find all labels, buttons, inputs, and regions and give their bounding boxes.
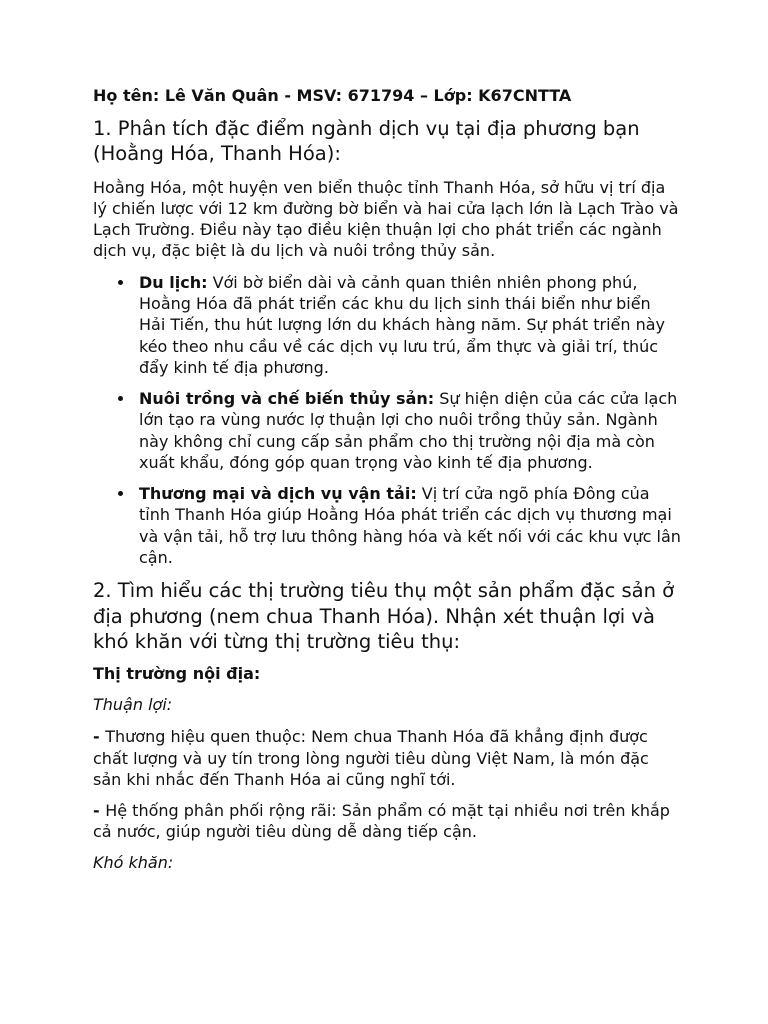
student-info: Họ tên: Lê Văn Quân - MSV: 671794 – Lớp: K67CNTTA — [93, 86, 572, 105]
list-item-trade-transport — [139, 483, 682, 568]
dash-marker: - — [93, 727, 106, 747]
advantage-text: Hệ thống phân phối rộng rãi: Sản phẩm có mặt tại nhiều nơi trên khắp cả nước, giúp người tiêu dùng dễ dàng tiếp cận. — [93, 801, 670, 842]
bullet-title: Thương mại và dịch vụ vận tải: — [139, 484, 417, 504]
bullet-text: Vị trí cửa ngõ phía Đông của tỉnh Thanh Hóa giúp Hoằng Hóa phát triển các dịch vụ thương mại và vận tải, hỗ trợ lưu thông hàng hóa và kết nối với các khu vực lân cận. — [139, 484, 681, 567]
question-2-heading: 2. Tìm hiểu các thị trường tiêu thụ một sản phẩm đặc sản ở địa phương (nem chua Thanh Hóa). Nhận xét thuận lợi và khó khăn với từng thị trường tiêu thụ: — [93, 579, 675, 653]
advantage-item — [93, 800, 682, 843]
bullet-title: Nuôi trồng và chế biến thủy sản: — [139, 389, 435, 409]
question-1-intro: Hoằng Hóa, một huyện ven biển thuộc tỉnh Thanh Hóa, sở hữu vị trí địa lý chiến lược với 12 km đường bờ biển và hai cửa lạch lớn là Lạch Trào và Lạch Trường. Điều này tạo điều kiện thuận lợi cho phát triển các ngành dịch vụ, đặc biệt là du lịch và nuôi trồng thủy sản. — [93, 177, 679, 261]
question-1-heading: 1. Phân tích đặc điểm ngành dịch vụ tại địa phương bạn (Hoằng Hóa, Thanh Hóa): — [93, 117, 640, 166]
bullet-text: Sự hiện diện của các cửa lạch lớn tạo ra vùng nước lợ thuận lợi cho nuôi trồng thủy sản. Ngành này không chỉ cung cấp sản phẩm cho thị trường nội địa mà còn xuất khẩu, đóng góp quan trọng vào kinh tế địa phương. — [139, 389, 678, 472]
bullet-dot-icon — [118, 396, 123, 401]
domestic-market-title: Thị trường nội địa: — [93, 664, 261, 684]
advantage-item — [93, 726, 682, 790]
list-item-aquaculture — [139, 388, 682, 473]
service-sectors-list — [93, 272, 682, 568]
bullet-dot-icon — [118, 491, 123, 496]
bullet-dot-icon — [118, 280, 123, 285]
dash-marker: - — [93, 801, 106, 821]
difficulties-label: Khó khăn: — [93, 852, 174, 872]
list-item-tourism — [139, 272, 682, 378]
advantages-label: Thuận lợi: — [93, 695, 173, 715]
bullet-text: Với bờ biển dài và cảnh quan thiên nhiên phong phú, Hoằng Hóa đã phát triển các khu du lịch sinh thái biển như biển Hải Tiến, thu hút lượng lớn du khách hàng năm. Sự phát triển này kéo theo nhu cầu về các dịch vụ lưu trú, ẩm thực và giải trí, thúc đẩy kinh tế địa phương. — [139, 272, 666, 377]
bullet-title: Du lịch: — [139, 272, 208, 292]
advantage-text: Thương hiệu quen thuộc: Nem chua Thanh Hóa đã khẳng định được chất lượng và uy tín trong lòng người tiêu dùng Việt Nam, là món đặc sản khi nhắc đến Thanh Hóa ai cũng nghĩ tới. — [93, 727, 649, 789]
